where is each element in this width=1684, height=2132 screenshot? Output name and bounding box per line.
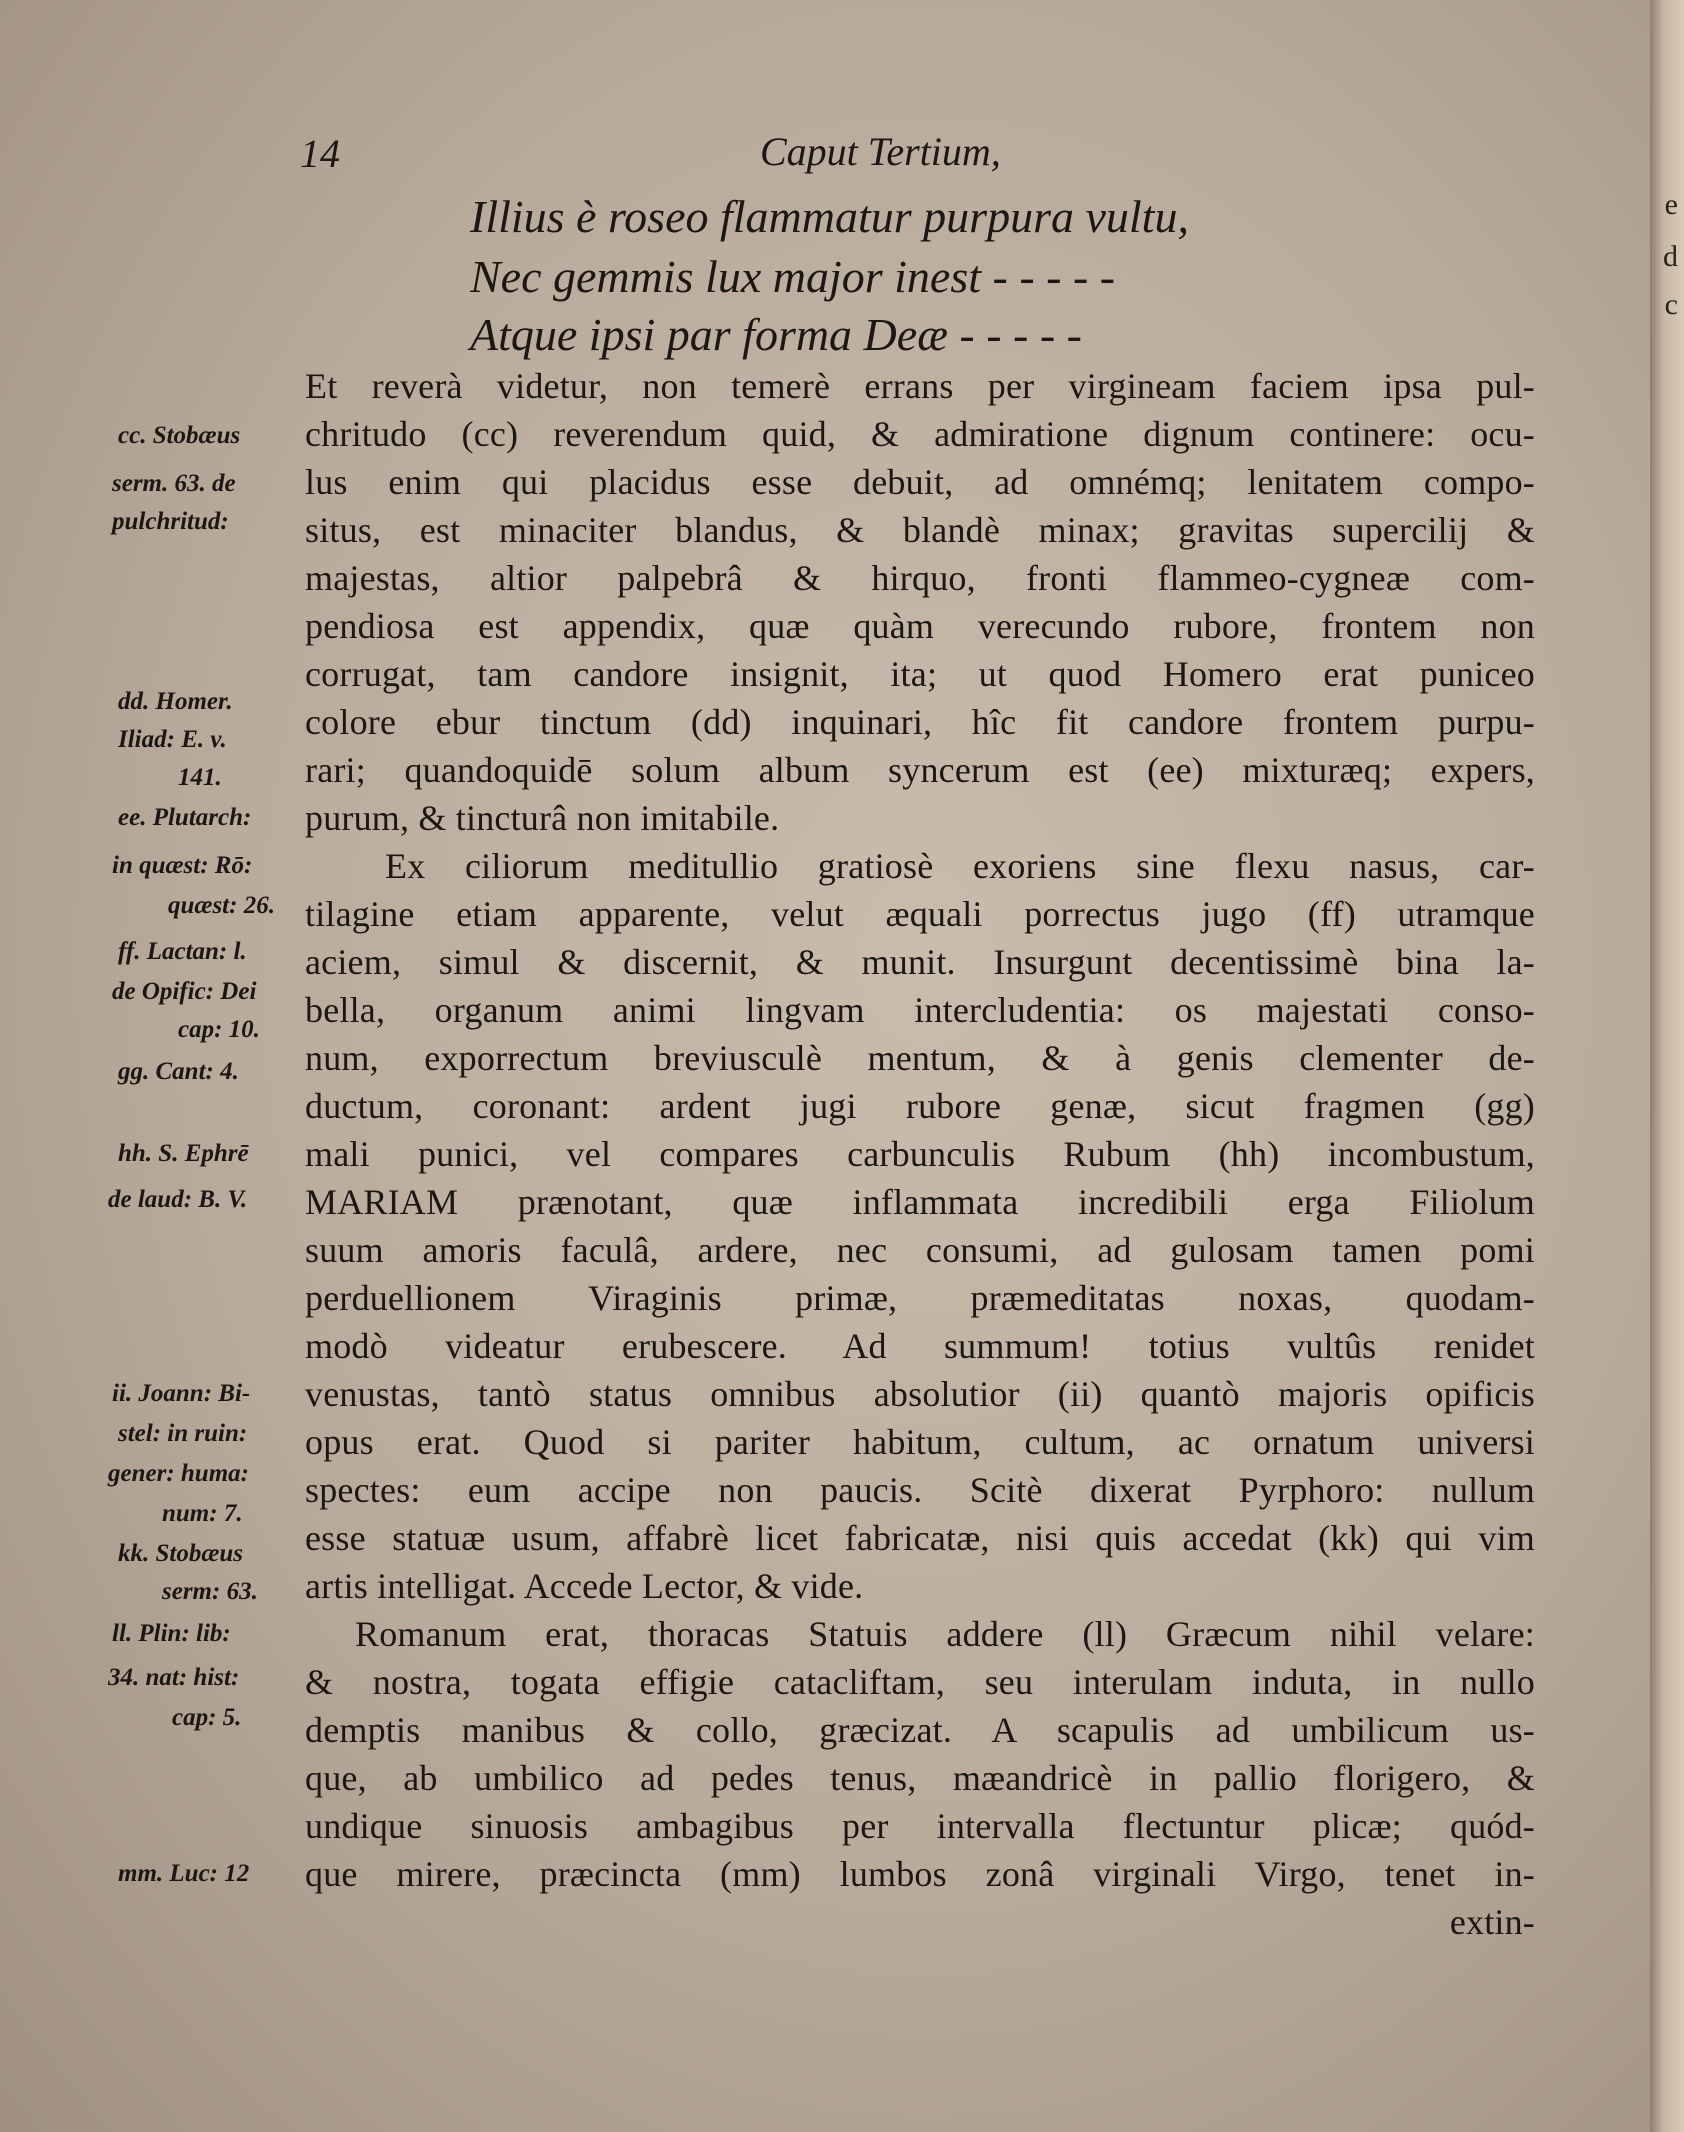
text-line: modò videatur erubescere. Ad summum! totius vultûs renidet (305, 1326, 1535, 1366)
text-line: spectes: eum accipe non paucis. Scitè dixerat Pyrphoro: nullum (305, 1470, 1535, 1510)
margin-note: quæst: 26. (168, 892, 275, 919)
edge-letter: e (1664, 188, 1678, 221)
verse-line: Atque ipsi par forma Deæ - - - - - (470, 309, 1082, 360)
margin-note: dd. Homer. (118, 688, 233, 715)
margin-note: ll. Plin: lib: (112, 1620, 231, 1647)
text-line: que, ab umbilico ad pedes tenus, mæandricè in pallio florigero, & (305, 1758, 1535, 1798)
text-line: demptis manibus & collo, græcizat. A scapulis ad umbilicum us- (305, 1710, 1535, 1750)
text-line: ductum, coronant: ardent jugi rubore genæ, sicut fragmen (gg) (305, 1086, 1535, 1126)
text-line: artis intelligat. Accede Lector, & vide. (305, 1566, 864, 1606)
text-line: num, exporrectum breviusculè mentum, & à genis clementer de- (305, 1038, 1535, 1078)
margin-note: 34. nat: hist: (108, 1664, 240, 1691)
text-line: opus erat. Quod si pariter habitum, cultum, ac ornatum universi (305, 1422, 1535, 1462)
text-line: colore ebur tinctum (dd) inquinari, hîc fit candore frontem purpu- (305, 702, 1535, 742)
edge-letter: d (1663, 240, 1678, 273)
edge-letter: c (1664, 288, 1678, 321)
text-line: majestas, altior palpebrâ & hirquo, fronti flammeo-cygneæ com- (305, 558, 1535, 598)
margin-note: cc. Stobæus (118, 422, 241, 449)
text-line: MARIAM prænotant, quæ inflammata incredibili erga Filiolum (305, 1182, 1535, 1222)
text-line: chritudo (cc) reverendum quid, & admiratione dignum continere: ocu- (305, 414, 1535, 454)
text-line: bella, organum animi lingvam intercludentia: os majestati conso- (305, 990, 1535, 1030)
margin-note: pulchritud: (112, 508, 229, 535)
text-line: lus enim qui placidus esse debuit, ad omnémq; lenitatem compo- (305, 462, 1535, 502)
margin-note: Iliad: E. v. (118, 726, 227, 753)
margin-note: hh. S. Ephrē (118, 1140, 249, 1167)
margin-note: in quæst: Rō: (112, 852, 253, 879)
margin-note: ii. Joann: Bi- (112, 1380, 251, 1407)
text-line: & nostra, togata effigie catacliftam, seu interulam induta, in nullo (305, 1662, 1535, 1702)
page-number: 14 (300, 131, 340, 176)
text-line: tilagine etiam apparente, velut æquali porrectus jugo (ff) utramque (305, 894, 1535, 934)
text-line: Et reverà videtur, non temerè errans per virgineam faciem ipsa pul- (305, 366, 1535, 406)
verse-line: Nec gemmis lux major inest - - - - - (470, 251, 1116, 302)
page-header (0, 118, 1684, 178)
margin-note: serm: 63. (162, 1578, 258, 1605)
margin-note: cap: 5. (172, 1704, 242, 1731)
text-line: situs, est minaciter blandus, & blandè minax; gravitas supercilij & (305, 510, 1535, 550)
verse-line: Illius è roseo flammatur purpura vultu, (470, 191, 1189, 242)
text-line: Romanum erat, thoracas Statuis addere (ll) Græcum nihil velare: (355, 1614, 1535, 1654)
text-line: perduellionem Viraginis primæ, præmeditatas noxas, quodam- (305, 1278, 1535, 1318)
next-page-edge (1650, 0, 1684, 2132)
margin-note: gg. Cant: 4. (118, 1058, 239, 1085)
margin-note: ff. Lactan: l. (118, 938, 247, 965)
margin-note: mm. Luc: 12 (118, 1860, 250, 1887)
text-line: mali punici, vel compares carbunculis Rubum (hh) incombustum, (305, 1134, 1535, 1174)
text-line: que mirere, præcincta (mm) lumbos zonâ virginali Virgo, tenet in- (305, 1854, 1535, 1894)
text-line: corrugat, tam candore insignit, ita; ut quod Homero erat puniceo (305, 654, 1535, 694)
margin-note: de Opific: Dei (112, 978, 257, 1005)
text-line: esse statuæ usum, affabrè licet fabricatæ, nisi quis accedat (kk) qui vim (305, 1518, 1535, 1558)
catchword: extin- (1449, 1902, 1535, 1942)
text-line: rari; quandoquidē solum album syncerum est (ee) mixturæq; expers, (305, 750, 1535, 790)
text-line: pendiosa est appendix, quæ quàm verecundo rubore, frontem non (305, 606, 1535, 646)
margin-note: stel: in ruin: (118, 1420, 248, 1447)
margin-note: cap: 10. (178, 1016, 260, 1043)
margin-note: kk. Stobæus (118, 1540, 244, 1567)
text-line: purum, & tincturâ non imitabile. (305, 798, 780, 838)
margin-note: serm. 63. de (112, 470, 236, 497)
margin-note: 141. (178, 764, 222, 791)
margin-note: gener: huma: (108, 1460, 249, 1487)
margin-note: num: 7. (162, 1500, 243, 1527)
margin-note: de laud: B. V. (108, 1186, 248, 1213)
running-head: Caput Tertium, (760, 129, 1001, 174)
text-line: suum amoris faculâ, ardere, nec consumi, ad gulosam tamen pomi (305, 1230, 1535, 1270)
text-line: aciem, simul & discernit, & munit. Insurgunt decentissimè bina la- (305, 942, 1535, 982)
text-line: Ex ciliorum meditullio gratiosè exoriens sine flexu nasus, car- (385, 846, 1535, 886)
text-line: undique sinuosis ambagibus per intervalla flectuntur plicæ; quód- (305, 1806, 1535, 1846)
margin-note: ee. Plutarch: (118, 804, 252, 831)
text-line: venustas, tantò status omnibus absolutior (ii) quantò majoris opificis (305, 1374, 1535, 1414)
